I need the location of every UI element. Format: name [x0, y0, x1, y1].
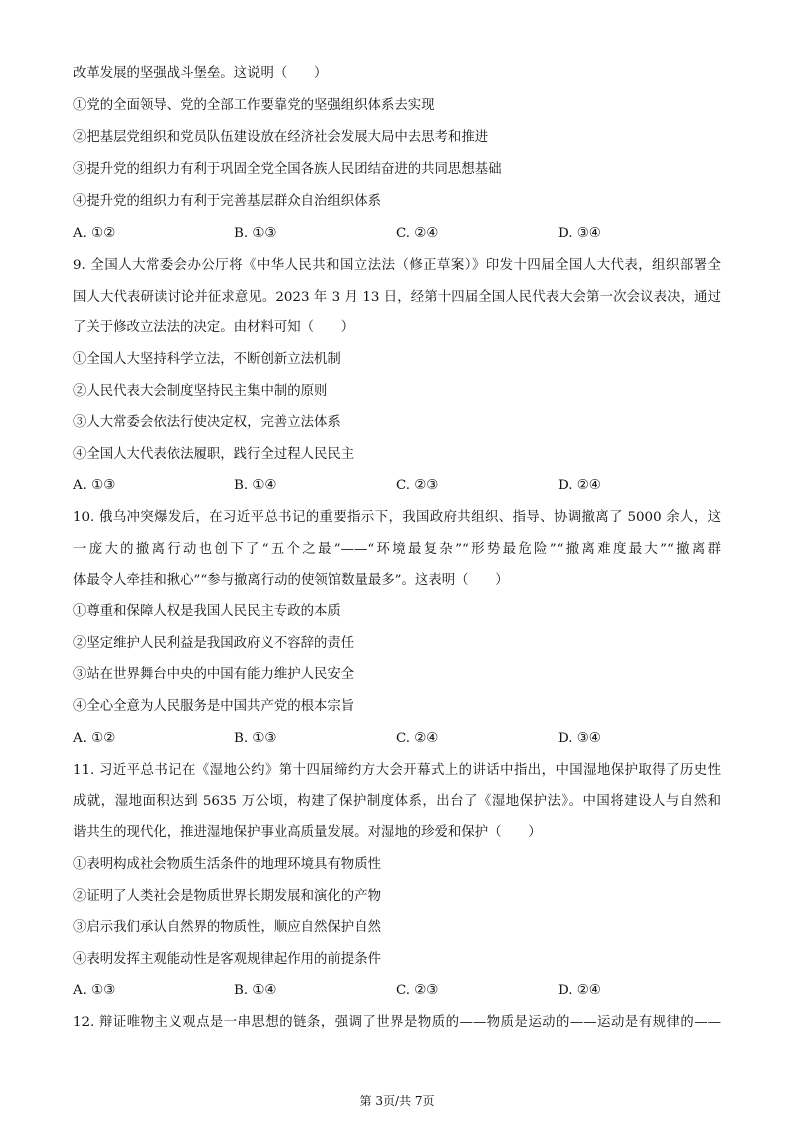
q10-stem-line-1: 10. 俄乌冲突爆发后，在习近平总书记的重要指示下，我国政府共组织、指导、协调撤离了 5000 余人，这	[73, 510, 721, 525]
q10-option-d: D. ③④	[558, 731, 601, 746]
q11-stem-line-1: 11. 习近平总书记在《湿地公约》第十四届缔约方大会开幕式上的讲话中指出，中国湿地保护取得了历史性	[73, 763, 721, 778]
q10-stem-line-3: 体最令人牵挂和揪心”“参与撤离行动的使领馆数量最多”。这表明（ ）	[73, 573, 509, 588]
q8-item-3: ③提升党的组织力有利于巩固全党全国各族人民团结奋进的共同思想基础	[73, 162, 502, 177]
q10-option-c: C. ②④	[396, 731, 439, 746]
q11-stem-line-3: 谐共生的现代化，推进湿地保护事业高质量发展。对湿地的珍爱和保护（ ）	[73, 825, 542, 840]
q9-option-c: C. ②③	[396, 478, 439, 493]
q9-option-b: B. ①④	[234, 478, 277, 493]
q10-item-3: ③站在世界舞台中央的中国有能力维护人民安全	[73, 667, 355, 682]
page-number-footer: 第 3页/共 7页	[359, 1094, 435, 1108]
q10-item-1: ①尊重和保障人权是我国人民民主专政的本质	[73, 604, 341, 619]
q10-stem-line-2: 一庞大的撤离行动也创下了“五个之最”——“环境最复杂”“形势最危险”“撤离难度最大”“撤离群	[73, 542, 721, 557]
q9-stem-line-3: 了关于修改立法法的决定。由材料可知（ ）	[73, 320, 355, 335]
q8-item-1: ①党的全面领导、党的全部工作要靠党的坚强组织体系去实现	[73, 98, 435, 113]
q11-item-1: ①表明构成社会物质生活条件的地理环境具有物质性	[73, 857, 381, 872]
q11-stem-line-2: 成就，湿地面积达到 5635 万公顷，构建了保护制度体系，出台了《湿地保护法》。中国将建设人与自然和	[73, 794, 721, 809]
q8-stem-tail: 改革发展的坚强战斗堡垒。这说明（ ）	[73, 66, 328, 81]
q12-stem-line-1: 12. 辩证唯物主义观点是一串思想的链条，强调了世界是物质的——物质是运动的——运动是有规律的——	[73, 1015, 721, 1030]
q8-item-4: ④提升党的组织力有利于完善基层群众自治组织体系	[73, 194, 381, 209]
q11-item-2: ②证明了人类社会是物质世界长期发展和演化的产物	[73, 889, 381, 904]
q9-item-1: ①全国人大坚持科学立法，不断创新立法机制	[73, 352, 341, 367]
q10-item-2: ②坚定维护人民利益是我国政府义不容辞的责任	[73, 636, 355, 651]
q8-item-2: ②把基层党组织和党员队伍建设放在经济社会发展大局中去思考和推进	[73, 130, 489, 145]
q10-option-b: B. ①③	[234, 731, 277, 746]
q9-stem-line-1: 9. 全国人大常委会办公厅将《中华人民共和国立法法（修正草案）》印发十四届全国人大代表，组织部署全	[73, 258, 721, 273]
q10-option-a: A. ①②	[73, 731, 116, 746]
q8-option-d: D. ③④	[558, 226, 601, 241]
q9-option-d: D. ②④	[558, 478, 601, 493]
q9-stem-line-2: 国人大代表研读讨论并征求意见。2023 年 3 月 13 日，经第十四届全国人民代表大会第一次会议表决，通过	[73, 290, 721, 305]
q8-option-b: B. ①③	[234, 226, 277, 241]
q9-item-2: ②人民代表大会制度坚持民主集中制的原则	[73, 384, 328, 399]
q11-option-b: B. ①④	[234, 983, 277, 998]
q11-option-a: A. ①③	[73, 983, 116, 998]
q11-option-d: D. ②④	[558, 983, 601, 998]
q9-item-4: ④全国人大代表依法履职，践行全过程人民民主	[73, 447, 355, 462]
q10-item-4: ④全心全意为人民服务是中国共产党的根本宗旨	[73, 699, 355, 714]
q8-option-a: A. ①②	[73, 226, 116, 241]
q11-option-c: C. ②③	[396, 983, 439, 998]
q8-option-c: C. ②④	[396, 226, 439, 241]
q11-item-3: ③启示我们承认自然界的物质性，顺应自然保护自然	[73, 920, 381, 935]
q11-item-4: ④表明发挥主观能动性是客观规律起作用的前提条件	[73, 952, 381, 967]
q9-option-a: A. ①③	[73, 478, 116, 493]
q9-item-3: ③人大常委会依法行使决定权，完善立法体系	[73, 415, 341, 430]
